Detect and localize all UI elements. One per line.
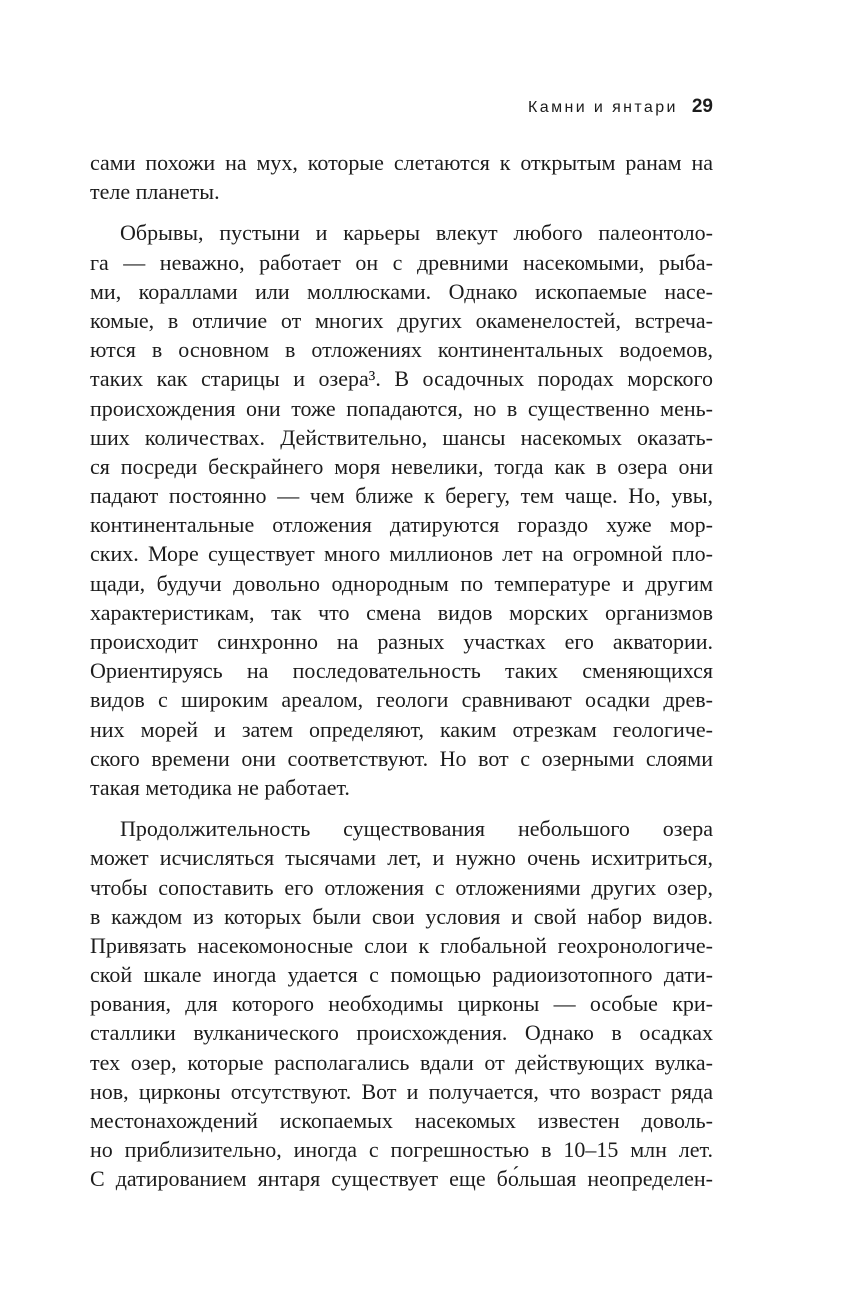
text-line: рования, для которого необходимы цирконы — особые кри- xyxy=(90,991,713,1017)
text-line: местонахождений ископаемых насекомых известен доволь- xyxy=(90,1108,713,1133)
text-line: чтобы сопоставить его отложения с отложениями других озер, xyxy=(90,874,713,900)
text-line: Привязать насекомоносные слои к глобальной геохронологиче- xyxy=(90,932,713,958)
text-line: С датированием янтаря существует еще бо́льшая неопределен- xyxy=(90,1166,713,1192)
body-text xyxy=(90,148,713,1194)
text-line: сами похожи на мух, которые слетаются к открытым ранам на xyxy=(90,150,713,175)
running-title: Камни и янтари xyxy=(528,99,678,116)
text-line: ми, кораллами или моллюсками. Однако ископаемые насе- xyxy=(90,278,713,304)
text-line: Обрывы, пустыни и карьеры влекут любого палеонтоло- xyxy=(120,220,713,246)
text-line: может исчисляться тысячами лет, и нужно очень исхитриться, xyxy=(90,845,713,871)
text-line: ся посреди бескрайнего моря невелики, тогда как в озера они xyxy=(90,453,713,479)
text-line: такая методика не работает. xyxy=(90,774,350,800)
text-line: комые, в отличие от многих других окаменелостей, встреча- xyxy=(90,307,713,333)
text-line: теле планеты. xyxy=(90,179,220,205)
page-number: 29 xyxy=(691,96,713,117)
text-line: щади, будучи довольно однородным по температуре и другим xyxy=(90,570,713,596)
text-line: ских. Море существует много миллионов лет на огромной пло- xyxy=(90,541,713,567)
text-line: них морей и затем определяют, каким отрезкам геологиче- xyxy=(90,716,713,742)
text-line: Продолжительность существования небольшого озера xyxy=(120,816,713,842)
text-line: ской шкале иногда удается с помощью радиоизотопного дати- xyxy=(90,962,713,988)
text-line: падают постоянно — чем ближе к берегу, тем чаще. Но, увы, xyxy=(90,483,713,509)
running-head xyxy=(528,96,713,118)
text-line: но приблизительно, иногда с погрешностью в 10–15 млн лет. xyxy=(90,1137,713,1163)
text-line: в каждом из которых были свои условия и свой набор видов. xyxy=(90,903,713,929)
text-line: ского времени они соответствуют. Но вот с озерными слоями xyxy=(90,745,713,771)
text-line: происхождения они тоже попадаются, но в существенно мень- xyxy=(90,395,713,421)
text-line: нов, цирконы отсутствуют. Вот и получается, что возраст ряда xyxy=(90,1078,713,1104)
text-line: ших количествах. Действительно, шансы насекомых оказать- xyxy=(90,424,713,450)
text-line: сталлики вулканического происхождения. Однако в осадках xyxy=(90,1020,713,1046)
text-line: ются в основном в отложениях континентальных водоемов, xyxy=(90,337,713,363)
text-line: га — неважно, работает он с древними насекомыми, рыба- xyxy=(90,249,713,275)
text-line: происходит синхронно на разных участках его акватории. xyxy=(90,629,713,654)
text-line: характеристикам, так что смена видов морских организмов xyxy=(90,599,713,625)
text-line: континентальные отложения датируются гораздо хуже мор- xyxy=(90,512,713,538)
text-line: видов с широким ареалом, геологи сравнивают осадки древ- xyxy=(90,687,713,713)
text-line: тех озер, которые располагались вдали от действующих вулка- xyxy=(90,1049,713,1075)
text-line: Ориентируясь на последовательность таких сменяющихся xyxy=(90,658,713,684)
text-line: таких как старицы и озера³. В осадочных породах морского xyxy=(90,366,713,392)
